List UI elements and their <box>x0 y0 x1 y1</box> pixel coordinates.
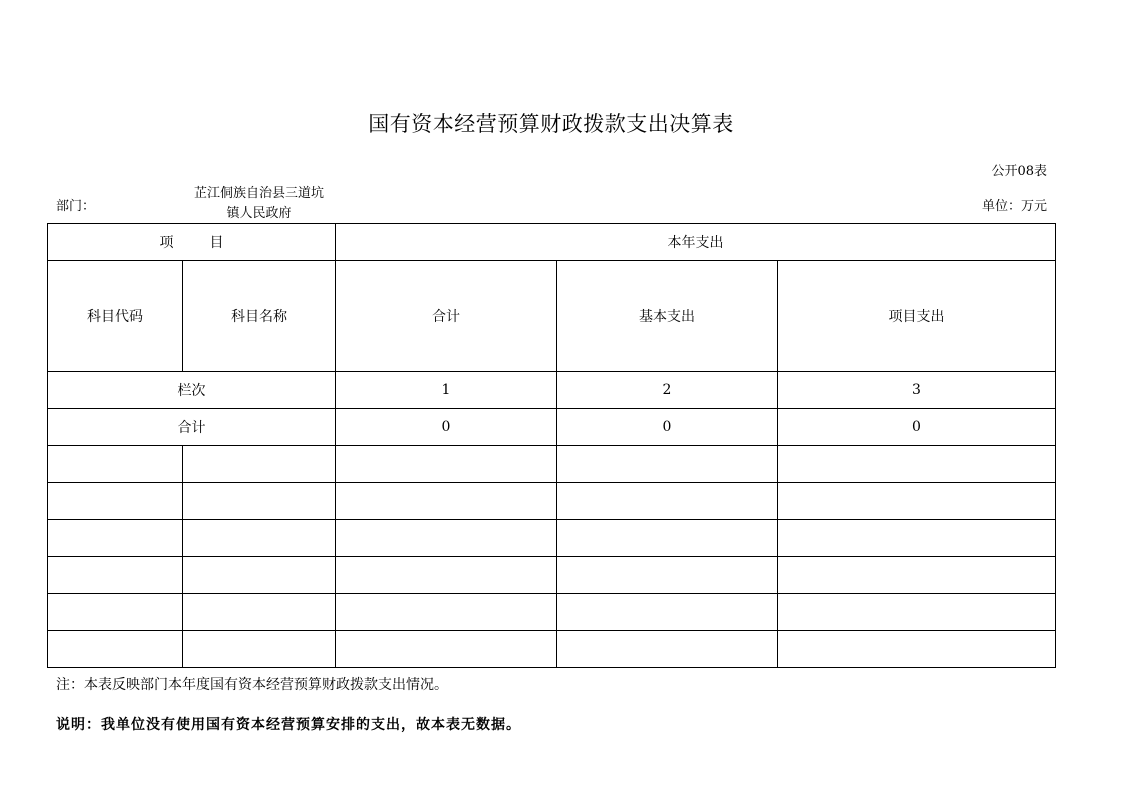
header-total: 合计 <box>336 261 557 372</box>
header-item <box>48 224 336 261</box>
table-cell <box>183 557 336 594</box>
table-cell <box>778 520 1056 557</box>
table-cell <box>48 557 183 594</box>
table-row <box>48 520 1056 557</box>
header-project: 项目支出 <box>778 261 1056 372</box>
table-cell <box>183 483 336 520</box>
table-cell <box>183 446 336 483</box>
table-row <box>48 594 1056 631</box>
unit-label: 单位：万元 <box>981 199 1047 214</box>
table-cell <box>557 446 778 483</box>
header-row-2 <box>48 261 1056 372</box>
header-item-a: 项 <box>159 235 174 251</box>
table-cell <box>778 446 1056 483</box>
department-name <box>186 184 332 224</box>
form-number: 公开08表 <box>991 164 1047 179</box>
table-cell <box>557 520 778 557</box>
table-cell <box>183 520 336 557</box>
expenditure-table <box>47 223 1056 668</box>
table-cell <box>183 594 336 631</box>
table-cell <box>336 483 557 520</box>
table-cell <box>48 594 183 631</box>
column-number-row <box>48 372 1056 409</box>
table-cell <box>778 483 1056 520</box>
table-cell <box>778 631 1056 668</box>
header-name: 科目名称 <box>183 261 336 372</box>
table-cell <box>557 594 778 631</box>
total-row-total: 0 <box>336 409 557 446</box>
total-row-project: 0 <box>778 409 1056 446</box>
table-row <box>48 446 1056 483</box>
total-row <box>48 409 1056 446</box>
table-row <box>48 483 1056 520</box>
table-cell <box>557 483 778 520</box>
total-row-basic: 0 <box>557 409 778 446</box>
report-title: 国有资本经营预算财政拨款支出决算表 <box>368 112 734 136</box>
column-number-3: 3 <box>778 372 1056 409</box>
table-cell <box>336 594 557 631</box>
header-current-year: 本年支出 <box>336 224 1056 261</box>
table-cell <box>778 594 1056 631</box>
department-name-line1: 芷江侗族自治县三道坑 <box>193 186 324 201</box>
column-number-1: 1 <box>336 372 557 409</box>
table-cell <box>336 631 557 668</box>
table-cell <box>336 520 557 557</box>
table-row <box>48 631 1056 668</box>
column-number-2: 2 <box>557 372 778 409</box>
table-cell <box>48 631 183 668</box>
table-cell <box>557 557 778 594</box>
column-number-label: 栏次 <box>48 372 336 409</box>
table-cell <box>778 557 1056 594</box>
total-row-label: 合计 <box>48 409 336 446</box>
table-cell <box>48 483 183 520</box>
header-item-b: 目 <box>209 235 224 251</box>
header-basic: 基本支出 <box>557 261 778 372</box>
table-note: 注：本表反映部门本年度国有资本经营预算财政拨款支出情况。 <box>56 677 448 693</box>
table-row <box>48 557 1056 594</box>
header-row-1 <box>48 224 1056 261</box>
department-name-line2: 镇人民政府 <box>226 206 292 221</box>
department-label: 部门： <box>56 199 96 214</box>
explanation-text: 说明：我单位没有使用国有资本经营预算安排的支出，故本表无数据。 <box>56 717 521 733</box>
table-cell <box>183 631 336 668</box>
table-cell <box>336 446 557 483</box>
table-cell <box>557 631 778 668</box>
header-code: 科目代码 <box>48 261 183 372</box>
table-cell <box>336 557 557 594</box>
table-cell <box>48 520 183 557</box>
table-cell <box>48 446 183 483</box>
